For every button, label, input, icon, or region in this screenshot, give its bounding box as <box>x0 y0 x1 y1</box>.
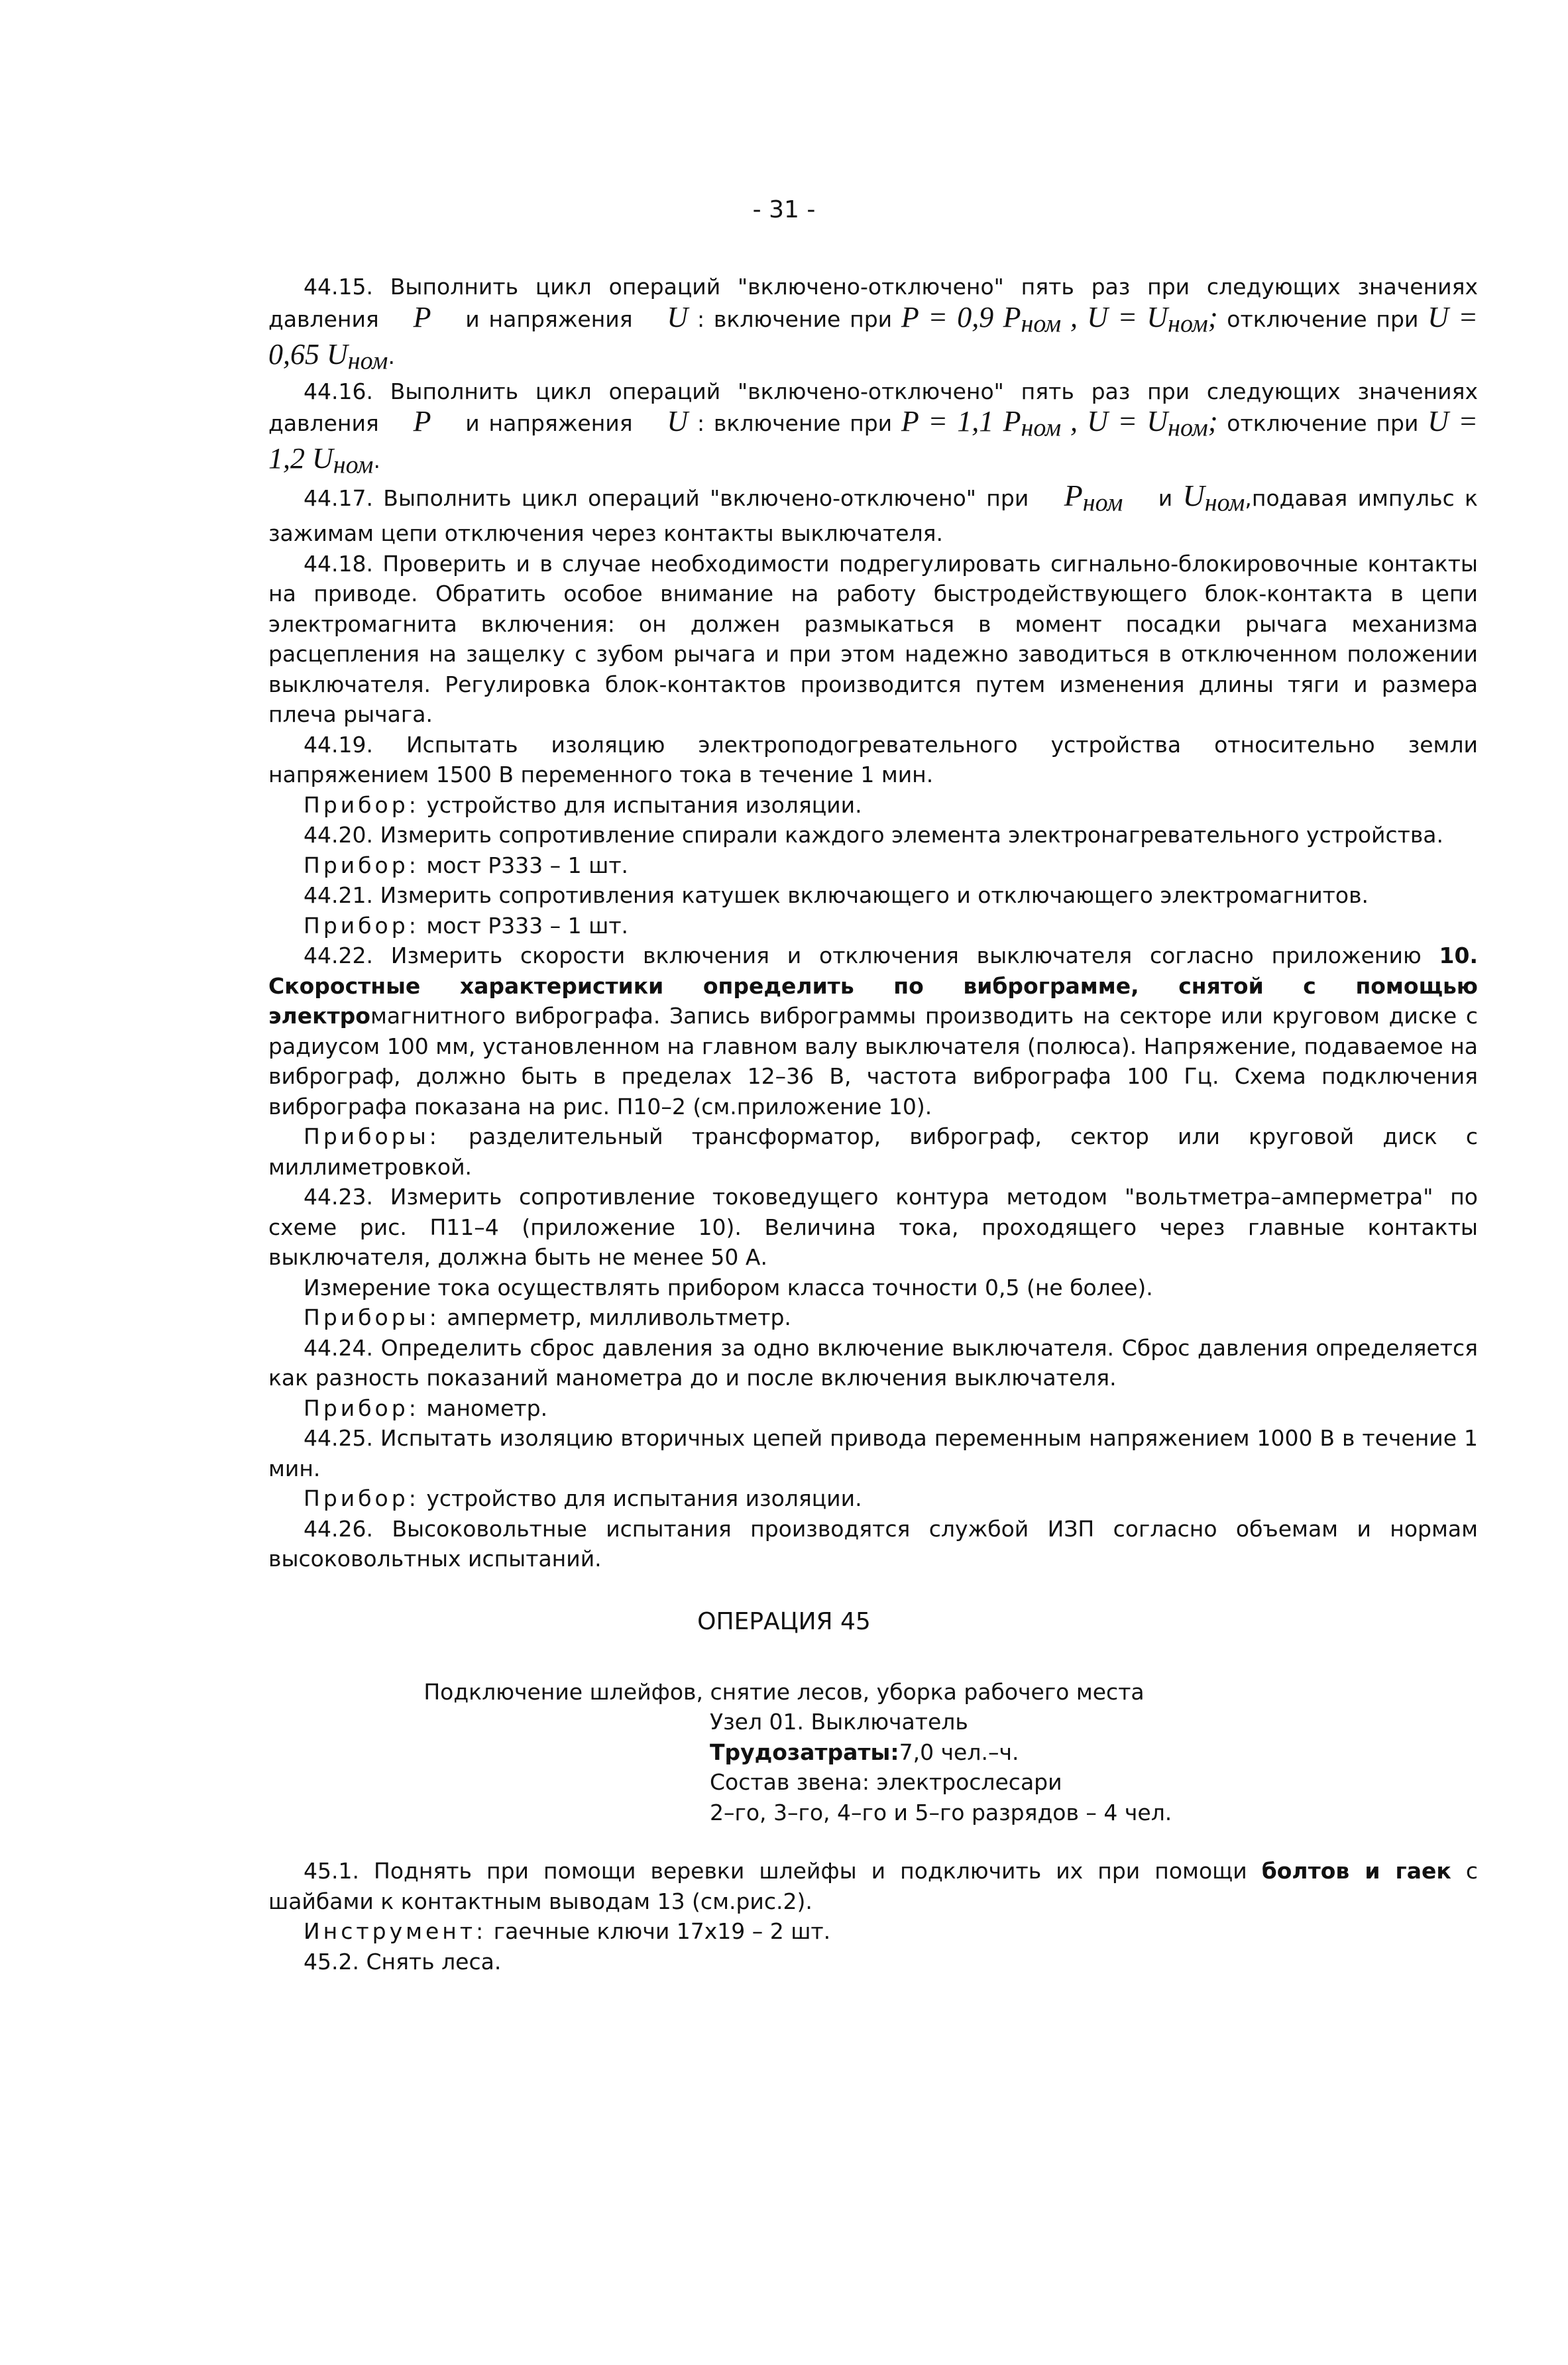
page-number: - 31 - <box>752 196 816 223</box>
p44-16-end: ; <box>1207 405 1218 438</box>
device-line-44-21 <box>268 911 1478 941</box>
p44-15-u-sub: ном <box>1168 310 1208 338</box>
p44-16-var-p: P <box>413 405 431 438</box>
p44-22-a-bold: 10. <box>1439 943 1478 969</box>
paragraph-44-20: 44.20. Измерить сопротивление спирали каждого элемента электронагревательного устройства. <box>304 822 1444 848</box>
p44-15-dot: . <box>388 343 395 369</box>
device-value: разделительный трансформатор, виброграф, сектор или круговой диск с миллиметровкой. <box>268 1124 1478 1180</box>
paragraph-44-18: 44.18. Проверить и в случае необходимости подрегулировать сигнально-блокировочные контакты на приводе. Обратить особое внимание на работу быстродействующего блок-контакта в цепи электромагнита включения: он должен размыкаться в момент посадки рычага механизма расцепления на защелку с зубом рычага и при этом надежно заводиться в отключенном положении выключателя. Регулировка блок-контактов производится путем изменения длины тяги и размера плеча рычага. <box>268 550 1478 728</box>
document-body <box>268 272 1478 1574</box>
paragraph-44-23: 44.23. Измерить сопротивление токоведущего контура методом "вольтметра–амперметра" по схеме рис. П11–4 (приложение 10). Величина тока, проходящего через главные контакты выключателя, должна быть не менее 50 А. <box>268 1184 1478 1271</box>
paragraph-44-16 <box>268 376 1478 481</box>
note-44-23: Измерение тока осуществлять прибором класса точности 0,5 (не более). <box>304 1274 1153 1300</box>
paragraph-44-22 <box>268 941 1478 1122</box>
p44-17-p: P <box>1064 479 1083 513</box>
device-value: мост Р333 – 1 шт. <box>426 852 629 878</box>
operation-45-body <box>268 1856 1478 1977</box>
device-line-44-23 <box>268 1302 1478 1333</box>
p44-16-cond-p: P = 1,1 P <box>901 405 1021 438</box>
device-line-44-22 <box>268 1122 1478 1182</box>
paragraph-44-24: 44.24. Определить сброс давления за одно включение выключателя. Сброс давления определяется как разность показаний манометра до и после включения выключателя. <box>268 1334 1478 1391</box>
paragraph-44-19: 44.19. Испытать изоляцию электроподогревательного устройства относительно земли напряжением 1500 В переменного тока в течение 1 мин. <box>268 731 1478 788</box>
device-line-44-19 <box>268 790 1478 821</box>
p44-16-cond-u: , U = U <box>1070 405 1168 438</box>
p44-16-u-sub: ном <box>1168 414 1208 442</box>
p44-17-u: U <box>1182 479 1205 513</box>
device-value: манометр. <box>426 1395 548 1421</box>
p44-15-var-p: P <box>413 300 431 333</box>
p44-22-b-bold: Скоростные характеристики определить по виброграмме, снятой с помощью электро <box>268 972 1478 1029</box>
device-label: Прибор: <box>304 791 420 818</box>
p44-15-cond-u: , U = U <box>1070 300 1168 333</box>
tool-value: гаечные ключи 17х19 – 2 шт. <box>493 1918 831 1944</box>
operation-meta <box>710 1707 1172 1827</box>
p45-1-text: 45.1. Поднять при помощи веревки шлейфы и подключить их при помощи <box>304 1858 1262 1884</box>
device-line-44-24 <box>268 1393 1478 1424</box>
paragraph-45-1 <box>268 1856 1478 1916</box>
device-line-44-25 <box>268 1483 1478 1514</box>
paragraph-45-2: 45.2. Снять леса. <box>304 1948 502 1975</box>
operation-heading: Подключение шлейфов, снятие лесов, уборка рабочего места <box>423 1679 1145 1705</box>
device-value: мост Р333 – 1 шт. <box>426 912 629 939</box>
device-value: устройство для испытания изоляции. <box>426 1485 862 1512</box>
p44-15-off-at: отключение при <box>1227 306 1419 332</box>
p44-15-end: ; <box>1207 300 1218 333</box>
p44-15-var-u: U <box>667 300 689 333</box>
paragraph-44-21: 44.21. Измерить сопротивления катушек включающего и отключающего электромагнитов. <box>304 882 1369 909</box>
device-label: Прибор: <box>304 1395 420 1421</box>
p44-15-off-val: U = 0,65 U <box>268 300 1478 371</box>
p44-16-on-at: : включение при <box>697 410 893 437</box>
p44-17-u-sub: ном <box>1204 489 1245 517</box>
p44-17-rest: ,подавая импульс к зажимам цепи отключения через контакты выключателя. <box>268 485 1478 547</box>
tool-label: Инструмент: <box>304 1918 487 1944</box>
device-value: амперметр, милливольтметр. <box>447 1304 791 1331</box>
meta-team-line-1: Состав звена: электрослесари <box>710 1769 1062 1795</box>
p44-15-on-at: : включение при <box>697 306 893 332</box>
p44-16-var-u: U <box>667 405 689 438</box>
paragraph-44-26: 44.26. Высоковольтные испытания производятся службой ИЗП согласно объемам и нормам высоковольтных испытаний. <box>268 1515 1478 1572</box>
paragraph-44-15 <box>268 272 1478 376</box>
p44-16-off-val: U = 1,2 U <box>268 405 1478 475</box>
p44-16-off-at: отключение при <box>1227 410 1419 437</box>
p44-15-off-sub: ном <box>347 347 388 375</box>
meta-labor <box>710 1737 1172 1768</box>
meta-labor-value: 7,0 чел.–ч. <box>899 1739 1019 1765</box>
p44-16-dot: . <box>373 447 380 474</box>
p44-16-off-sub: ном <box>333 451 374 479</box>
p45-1-bold: болтов и гаек <box>1261 1858 1451 1884</box>
device-label: Прибор: <box>304 1485 420 1512</box>
device-label: Прибор: <box>304 852 420 878</box>
p44-17-intro: 44.17. Выполнить цикл операций "включено-отключено" при <box>304 485 1029 512</box>
p44-17-p-sub: ном <box>1082 489 1123 517</box>
device-value: устройство для испытания изоляции. <box>426 791 862 818</box>
device-label: Приборы: <box>304 1124 440 1150</box>
device-line-44-20 <box>268 850 1478 881</box>
p44-17-and: и <box>1158 485 1173 512</box>
tool-line-45-1 <box>268 1916 1478 1947</box>
meta-labor-label: Трудозатраты: <box>710 1739 899 1765</box>
device-label: Приборы: <box>304 1304 440 1331</box>
p44-16-and-voltage: и напряжения <box>465 410 633 437</box>
meta-team-line-2: 2–го, 3–го, 4–го и 5–го разрядов – 4 чел. <box>710 1799 1172 1825</box>
p44-15-p-sub: ном <box>1021 310 1062 338</box>
p44-15-and-voltage: и напряжения <box>465 306 633 332</box>
paragraph-44-17 <box>268 481 1478 549</box>
p44-22-a: 44.22. Измерить скорости включения и отключения выключателя согласно приложению <box>304 943 1439 969</box>
meta-node: Узел 01. Выключатель <box>710 1709 968 1735</box>
p44-22-c: магнитного вибрографа. Запись виброграммы производить на секторе или круговом диске с радиусом 100 мм, установленном на главном валу выключателя (полюса). Напряжение, подаваемое на виброграф, должно быть в пределах 12–36 В, частота вибрографа 100 Гц. Схема подключения вибрографа показана на рис. П10–2 (см.приложение 10). <box>268 1003 1478 1120</box>
operation-title: ОПЕРАЦИЯ 45 <box>697 1608 871 1635</box>
p44-16-intro: 44.16. Выполнить цикл операций "включено-отключено" пять раз при следующих значениях давления <box>268 378 1478 437</box>
p44-16-p-sub: ном <box>1021 414 1062 442</box>
p44-15-cond-p: P = 0,9 P <box>901 300 1021 333</box>
device-label: Прибор: <box>304 912 420 939</box>
p45-1-text2: с шайбами к контактным выводам 13 (см.рис.2). <box>268 1858 1478 1914</box>
paragraph-44-25: 44.25. Испытать изоляцию вторичных цепей привода переменным напряжением 1000 В в течение 1 мин. <box>268 1425 1478 1481</box>
p44-15-intro: 44.15. Выполнить цикл операций "включено-отключено" пять раз при следующих значениях давления <box>268 274 1478 332</box>
